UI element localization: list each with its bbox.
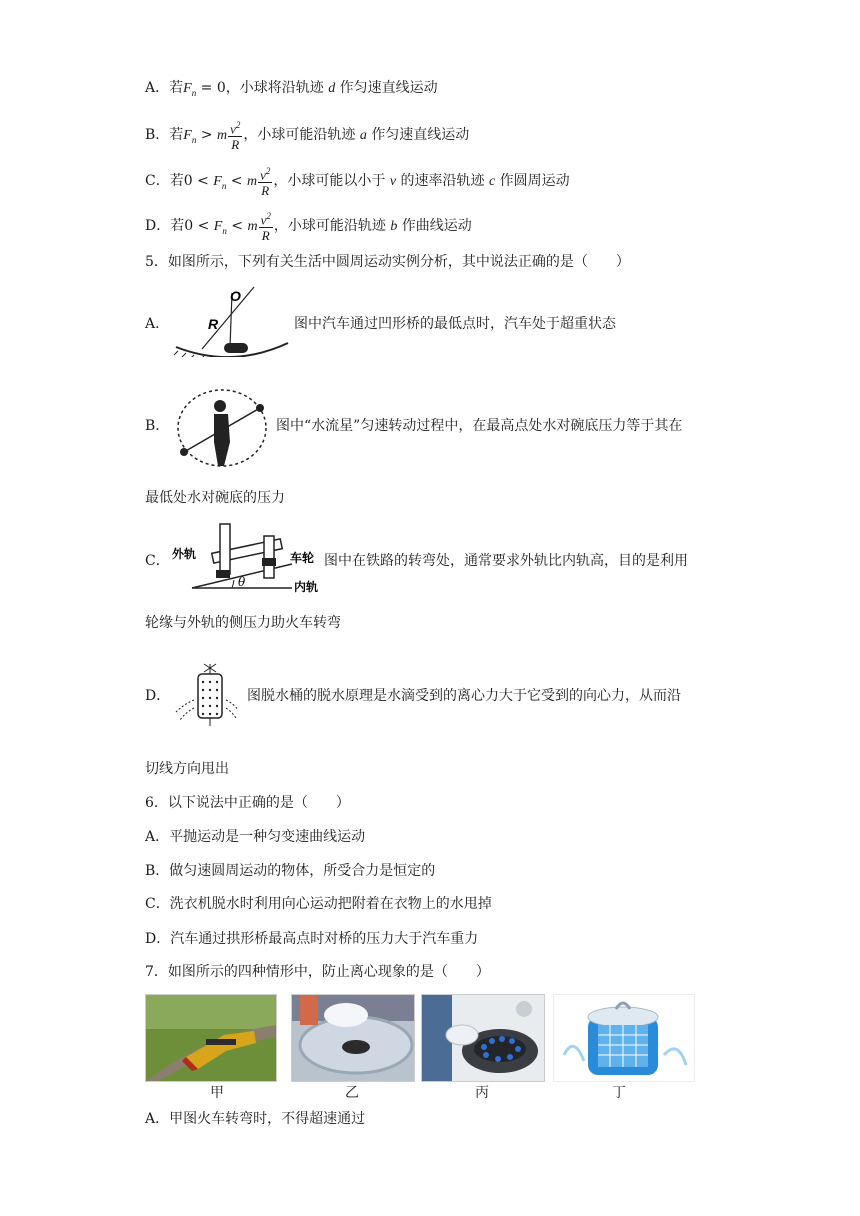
q5-option-d-text-cont: 切线方向甩出 [145,761,229,777]
option-d-text: ，小球可能沿轨迹 [273,218,386,235]
fig-label-o: O [230,288,241,304]
q5-option-a-label: A． [145,316,170,332]
q5-option-d-text: 图脱水桶的脱水原理是水滴受到的离心力大于它受到的向心力，从而沿 [247,688,681,704]
water-meteor-figure [172,386,272,470]
option-b-prefix: B．若 [145,127,184,144]
q4-option-d: D．若$0 < F_n < m$ $\frac{v^2}{R}$ ，小球可能沿轨迹 b 作曲线运动 [145,211,472,244]
photo-cotton-candy [291,994,415,1082]
track-var-d: d [328,81,336,96]
q6-option-a: A．平抛运动是一种匀变速曲线运动 [145,829,366,845]
q4-option-c: C．若$0 < F_n < m$ $\frac{v^2}{R}$ ，小球可能以小于 v 的速率沿轨迹 c 作圆周运动 [145,166,570,199]
fraction-v2-r: $\frac{v^2}{R}$ [260,211,271,244]
concave-bridge-figure [172,285,292,357]
q5-option-a-text: 图中汽车通过凹形桥的最低点时，汽车处于超重状态 [294,316,616,332]
q5-option-c-text: 图中在铁路的转弯处，通常要求外轨比内轨高，目的是利用 [324,553,688,569]
caption-jia: 甲 [210,1085,224,1101]
q4-option-a: A．若$F_n = 0$，小球将沿轨迹 d 作匀速直线运动 [145,80,438,98]
fig-label-inner-rail: 内轨 [294,580,319,594]
option-d-prefix: D．若 [145,218,185,235]
track-var-c: c [488,174,496,190]
formula-fn-eq-zero: $F_n$ [183,81,197,98]
option-c-mid: 的速率沿轨迹 [400,173,485,190]
fig-label-wheel: 车轮 [290,551,315,565]
q5-option-b-text-cont: 最低处水对碗底的压力 [145,490,285,506]
option-a-end: 作匀速直线运动 [339,80,438,96]
q6-option-c: C．洗衣机脱水时利用向心运动把附着在衣物上的水甩掉 [145,896,492,912]
option-a-text: ，小球将沿轨迹 [225,80,324,96]
railway-curve-figure [172,518,322,594]
caption-yi: 乙 [345,1085,359,1101]
fig-label-theta: θ [238,575,246,589]
option-b-end: 作匀速直线运动 [371,127,470,144]
fig-label-outer-rail: 外轨 [172,547,197,561]
q7-option-a: A．甲图火车转弯时，不得超速通过 [145,1111,366,1127]
photo-train [145,994,277,1082]
formula-fn-gt: $F_n$ [183,128,197,145]
speed-var-v: v [389,174,397,190]
q5-option-c-label: C． [145,553,170,569]
q5-option-d-label: D． [145,688,171,704]
fraction-v2-r: $\frac{v^2}{R}$ [230,120,241,153]
photo-centrifuge [421,994,545,1082]
option-c-text: ，小球可能以小于 [273,173,386,190]
track-var-b: b [390,219,398,235]
option-a-prefix: A．若 [145,80,184,96]
photo-spin-washer [553,994,695,1082]
option-c-prefix: C．若 [145,173,184,190]
spin-dryer-figure [172,660,242,730]
caption-bing: 丙 [475,1085,489,1101]
q6-stem: 6．以下说法中正确的是（ ） [145,795,350,811]
q5-option-c-text-cont: 轮缘与外轨的侧压力助火车转弯 [145,615,341,631]
q6-option-d: D．汽车通过拱形桥最高点时对桥的压力大于汽车重力 [145,931,479,947]
q7-stem: 7．如图所示的四种情形中，防止离心现象的是（ ） [145,964,490,980]
track-var-a: a [359,128,367,144]
fraction-v2-r: $\frac{v^2}{R}$ [260,166,271,199]
q5-option-b-label: B． [145,418,170,434]
option-b-text: ，小球可能沿轨迹 [243,127,356,144]
q6-option-b: B．做匀速圆周运动的物体，所受合力是恒定的 [145,863,436,879]
q5-option-b-text: 图中“水流星”匀速转动过程中，在最高点处水对碗底压力等于其在 [276,418,683,434]
fig-label-r: R [208,316,219,332]
caption-ding: 丁 [612,1085,626,1101]
option-c-end: 作圆周运动 [499,173,570,190]
q5-stem: 5．如图所示，下列有关生活中圆周运动实例分析，其中说法正确的是（ ） [145,254,630,270]
option-d-end: 作曲线运动 [401,218,472,235]
q4-option-b: B．若$F_n > m$ $\frac{v^2}{R}$ ，小球可能沿轨迹 a 作匀速直线运动 [145,120,470,153]
